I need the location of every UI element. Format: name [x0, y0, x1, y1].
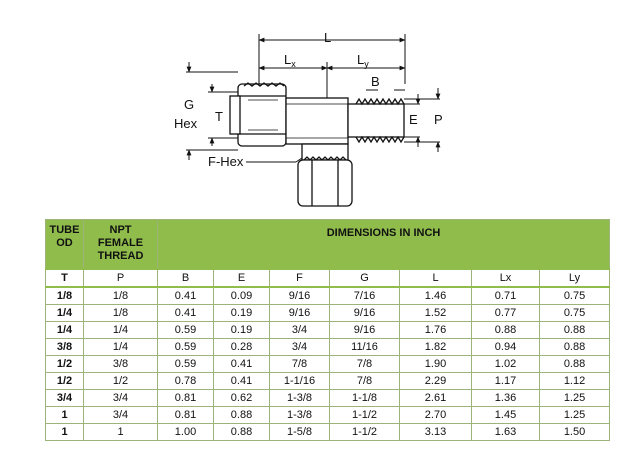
table-cell: 1.63 — [472, 424, 540, 441]
header-npt — [84, 220, 158, 270]
table-cell: 0.41 — [158, 287, 214, 305]
table-row — [46, 322, 610, 339]
symbol-cell: P — [84, 269, 158, 287]
table-cell: 1.76 — [400, 322, 472, 339]
table-cell: 1-1/2 — [330, 424, 400, 441]
table-cell: 1-1/8 — [330, 390, 400, 407]
label-P: P — [434, 112, 443, 127]
table-body — [46, 287, 610, 441]
table-cell: 2.29 — [400, 373, 472, 390]
header-npt-line1: NPT — [109, 224, 132, 236]
table-cell: 9/16 — [330, 322, 400, 339]
header-npt-line2: FEMALE — [97, 237, 144, 249]
table-cell: 0.59 — [158, 339, 214, 356]
symbol-cell: G — [330, 269, 400, 287]
table-cell: 3.13 — [400, 424, 472, 441]
header-dimensions: DIMENSIONS IN INCH — [158, 220, 610, 270]
table-cell: 1-1/2 — [330, 407, 400, 424]
header-tube-od-line1: TUBE — [49, 224, 80, 236]
label-Ly: $L_y$ — [357, 52, 369, 69]
table-cell: 0.09 — [214, 287, 270, 305]
symbol-cell: B — [158, 269, 214, 287]
table-cell: 1-3/8 — [270, 390, 330, 407]
table-cell: 0.41 — [214, 356, 270, 373]
table-cell: 3/4 — [270, 339, 330, 356]
table-cell: 0.94 — [472, 339, 540, 356]
table-cell: 0.62 — [214, 390, 270, 407]
label-B: B — [371, 74, 380, 89]
table-row — [46, 390, 610, 407]
table-cell: 9/16 — [270, 305, 330, 322]
table-cell: 1.45 — [472, 407, 540, 424]
table-cell: 0.81 — [158, 407, 214, 424]
table-cell: 3/4 — [84, 390, 158, 407]
symbol-cell: T — [46, 269, 84, 287]
label-L: L — [324, 30, 332, 45]
table-cell: 1/4 — [46, 305, 84, 322]
table-cell: 0.88 — [472, 322, 540, 339]
table-cell: 0.88 — [214, 407, 270, 424]
table-cell: 1/4 — [84, 339, 158, 356]
table-row — [46, 339, 610, 356]
table-cell: 0.19 — [214, 322, 270, 339]
table-cell: 3/4 — [270, 322, 330, 339]
table-row — [46, 356, 610, 373]
table-cell: 1.25 — [540, 407, 610, 424]
symbol-cell: E — [214, 269, 270, 287]
table-cell: 1.00 — [158, 424, 214, 441]
table-row — [46, 305, 610, 322]
table-row — [46, 407, 610, 424]
header-tube-od-line2: OD — [56, 237, 73, 249]
header-tube-od — [46, 220, 84, 270]
table-cell: 0.88 — [540, 356, 610, 373]
label-T: T — [215, 109, 223, 124]
table-cell: 1-5/8 — [270, 424, 330, 441]
table-cell: 0.28 — [214, 339, 270, 356]
table-cell: 1/8 — [46, 287, 84, 305]
table-row — [46, 424, 610, 441]
table-cell: 1-3/8 — [270, 407, 330, 424]
table-cell: 2.70 — [400, 407, 472, 424]
table-cell: 1 — [84, 424, 158, 441]
label-G: G — [184, 97, 195, 112]
table-cell: 3/8 — [84, 356, 158, 373]
table-cell: 0.59 — [158, 356, 214, 373]
table-cell: 3/4 — [46, 390, 84, 407]
table-cell: 9/16 — [270, 287, 330, 305]
table-cell: 1/8 — [84, 305, 158, 322]
table-cell: 1/2 — [84, 373, 158, 390]
table-cell: 1.17 — [472, 373, 540, 390]
table-cell: 1.36 — [472, 390, 540, 407]
table-cell: 0.88 — [540, 322, 610, 339]
male-branch-tee-diagram — [0, 0, 633, 215]
table-cell: 0.71 — [472, 287, 540, 305]
label-F-Hex: F-Hex — [208, 154, 244, 169]
table-row — [46, 287, 610, 305]
table-cell: 0.88 — [540, 339, 610, 356]
table-cell: 1 — [46, 407, 84, 424]
label-Hex: Hex — [174, 116, 198, 131]
table-cell: 0.75 — [540, 305, 610, 322]
table-cell: 0.75 — [540, 287, 610, 305]
table-cell: 7/8 — [330, 373, 400, 390]
table-cell: 1.82 — [400, 339, 472, 356]
label-E: E — [409, 112, 418, 127]
symbol-row — [46, 269, 610, 287]
symbol-cell: Lx — [472, 269, 540, 287]
table-cell: 0.77 — [472, 305, 540, 322]
table-cell: 1.12 — [540, 373, 610, 390]
table-cell: 0.19 — [214, 305, 270, 322]
symbol-cell: F — [270, 269, 330, 287]
table-cell: 1.25 — [540, 390, 610, 407]
table-cell: 1.50 — [540, 424, 610, 441]
table-cell: 1 — [46, 424, 84, 441]
table-cell: 1/8 — [84, 287, 158, 305]
dimensions-table — [45, 219, 610, 441]
table-cell: 0.41 — [214, 373, 270, 390]
table-cell: 1.90 — [400, 356, 472, 373]
table-cell: 0.41 — [158, 305, 214, 322]
table-cell: 7/16 — [330, 287, 400, 305]
table-cell: 11/16 — [330, 339, 400, 356]
table-cell: 9/16 — [330, 305, 400, 322]
table-row — [46, 373, 610, 390]
table-cell: 7/8 — [270, 356, 330, 373]
table-cell: 0.78 — [158, 373, 214, 390]
table-cell: 0.81 — [158, 390, 214, 407]
symbol-cell: L — [400, 269, 472, 287]
fitting-body — [230, 83, 404, 206]
table-cell: 1.46 — [400, 287, 472, 305]
header-npt-line3: THREAD — [97, 250, 144, 262]
table-cell: 1/4 — [84, 322, 158, 339]
table-cell: 7/8 — [330, 356, 400, 373]
table-cell: 0.59 — [158, 322, 214, 339]
table-header-row — [46, 220, 610, 270]
table-cell: 1.52 — [400, 305, 472, 322]
fitting-drawing — [0, 0, 633, 215]
table-cell: 0.88 — [214, 424, 270, 441]
symbol-cell: Ly — [540, 269, 610, 287]
table-cell: 1.02 — [472, 356, 540, 373]
table-cell: 3/8 — [46, 339, 84, 356]
table-cell: 1/4 — [46, 322, 84, 339]
table-cell: 2.61 — [400, 390, 472, 407]
table-cell: 1/2 — [46, 356, 84, 373]
label-Lx: $L_x$ — [284, 52, 296, 69]
table-cell: 1/2 — [46, 373, 84, 390]
table-cell: 3/4 — [84, 407, 158, 424]
table-cell: 1-1/16 — [270, 373, 330, 390]
